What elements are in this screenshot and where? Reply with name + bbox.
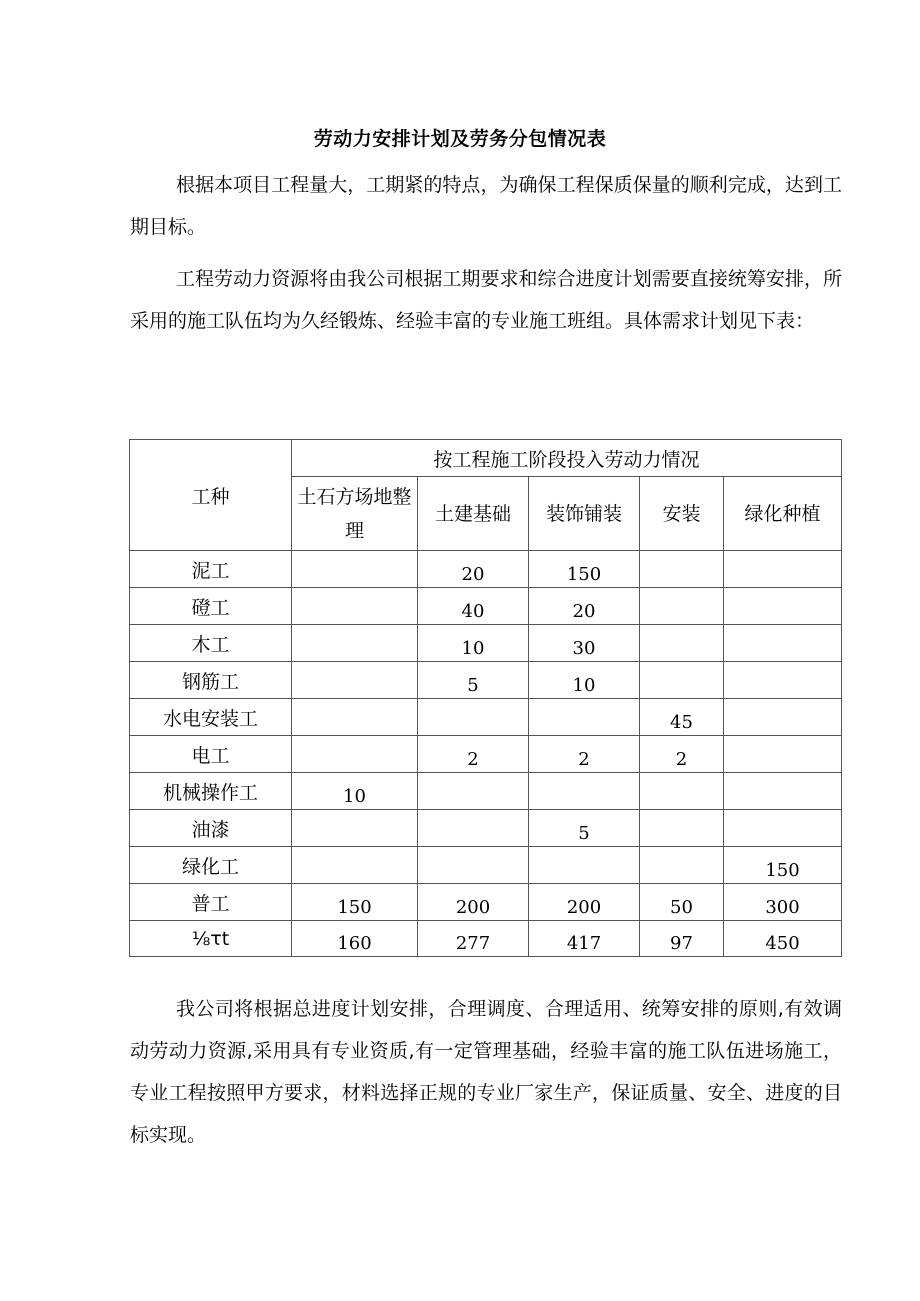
- labor-count-cell: [529, 773, 640, 810]
- labor-count-cell: [418, 810, 529, 847]
- labor-count-cell: [640, 847, 724, 884]
- labor-count-cell: 5: [418, 662, 529, 699]
- labor-count-cell: 10: [292, 773, 418, 810]
- document-title: 劳动力安排计划及劳务分包情况表: [313, 128, 607, 150]
- worktype-cell: 机械操作工: [130, 773, 292, 810]
- worktype-cell: 木工: [130, 625, 292, 662]
- stage-header: 土建基础: [418, 477, 529, 551]
- labor-count-cell: [292, 847, 418, 884]
- table-row: [130, 699, 842, 736]
- labor-count-cell: [724, 662, 842, 699]
- table-row: [130, 884, 842, 921]
- stage-header: 土石方场地整理: [292, 477, 418, 551]
- worktype-cell: 水电安装工: [130, 699, 292, 736]
- worktype-cell: 电工: [130, 736, 292, 773]
- labor-count-cell: 277: [418, 921, 529, 957]
- labor-count-cell: [640, 588, 724, 625]
- labor-count-cell: [418, 699, 529, 736]
- worktype-cell: 油漆: [130, 810, 292, 847]
- labor-count-cell: [640, 625, 724, 662]
- worktype-cell: 泥工: [130, 551, 292, 588]
- labor-count-cell: [292, 588, 418, 625]
- table-row: [130, 847, 842, 884]
- table-row: [130, 736, 842, 773]
- labor-count-cell: 45: [640, 699, 724, 736]
- labor-count-cell: [724, 773, 842, 810]
- labor-count-cell: [292, 810, 418, 847]
- worktype-cell: 绿化工: [130, 847, 292, 884]
- labor-count-cell: 10: [529, 662, 640, 699]
- labor-plan-table: [129, 439, 842, 957]
- labor-count-cell: [529, 847, 640, 884]
- labor-count-cell: 300: [724, 884, 842, 921]
- labor-count-cell: [724, 736, 842, 773]
- labor-count-cell: 150: [724, 847, 842, 884]
- stage-header: 绿化种植: [724, 477, 842, 551]
- labor-count-cell: 417: [529, 921, 640, 957]
- worktype-cell: 钢筋工: [130, 662, 292, 699]
- table-row: [130, 810, 842, 847]
- labor-count-cell: [292, 662, 418, 699]
- stage-header: 安装: [640, 477, 724, 551]
- labor-count-cell: 160: [292, 921, 418, 957]
- table-row: [130, 662, 842, 699]
- labor-count-cell: [724, 588, 842, 625]
- labor-count-cell: [418, 847, 529, 884]
- labor-count-cell: [292, 699, 418, 736]
- labor-count-cell: 2: [529, 736, 640, 773]
- labor-count-cell: 150: [292, 884, 418, 921]
- worktype-cell: 磴工: [130, 588, 292, 625]
- labor-count-cell: 97: [640, 921, 724, 957]
- labor-count-cell: [724, 810, 842, 847]
- intro-paragraph-1: 根据本项目工程量大，工期紧的特点，为确保工程保质保量的顺利完成，达到工期目标。: [130, 174, 842, 238]
- labor-count-cell: [640, 551, 724, 588]
- labor-count-cell: 20: [418, 551, 529, 588]
- labor-count-cell: [640, 662, 724, 699]
- labor-count-cell: 2: [640, 736, 724, 773]
- labor-count-cell: 150: [529, 551, 640, 588]
- worktype-cell: 普工: [130, 884, 292, 921]
- labor-count-cell: 30: [529, 625, 640, 662]
- labor-count-cell: 200: [418, 884, 529, 921]
- labor-count-cell: [724, 551, 842, 588]
- labor-count-cell: [292, 551, 418, 588]
- labor-count-cell: [292, 736, 418, 773]
- labor-count-cell: [724, 625, 842, 662]
- table-row: [130, 625, 842, 662]
- table-row: [130, 588, 842, 625]
- worktype-header: 工种: [130, 440, 292, 551]
- labor-count-cell: 40: [418, 588, 529, 625]
- labor-count-cell: 20: [529, 588, 640, 625]
- closing-paragraph: 我公司将根据总进度计划安排，合理调度、合理适用、统筹安排的原则,有效调动劳动力资源,采用具有专业资质,有一定管理基础，经验丰富的施工队伍进场施工，专业工程按照甲方要求，材料选择正规的专业厂家生产，保证质量、安全、进度的目标实现。: [130, 998, 842, 1146]
- labor-count-cell: [724, 699, 842, 736]
- labor-count-cell: [292, 625, 418, 662]
- labor-count-cell: 450: [724, 921, 842, 957]
- stage-group-header: 按工程施工阶段投入劳动力情况: [292, 440, 842, 477]
- labor-count-cell: [640, 810, 724, 847]
- table-row: [130, 551, 842, 588]
- labor-count-cell: [418, 773, 529, 810]
- worktype-cell: ⅛τt: [130, 921, 292, 957]
- labor-count-cell: [640, 773, 724, 810]
- stage-header: 装饰铺装: [529, 477, 640, 551]
- table-row: [130, 921, 842, 957]
- labor-count-cell: [529, 699, 640, 736]
- labor-count-cell: 10: [418, 625, 529, 662]
- labor-count-cell: 200: [529, 884, 640, 921]
- labor-count-cell: 2: [418, 736, 529, 773]
- labor-count-cell: 50: [640, 884, 724, 921]
- intro-paragraph-2: 工程劳动力资源将由我公司根据工期要求和综合进度计划需要直接统筹安排，所采用的施工队伍均为久经锻炼、经验丰富的专业施工班组。具体需求计划见下表：: [130, 268, 842, 332]
- labor-count-cell: 5: [529, 810, 640, 847]
- table-row: [130, 773, 842, 810]
